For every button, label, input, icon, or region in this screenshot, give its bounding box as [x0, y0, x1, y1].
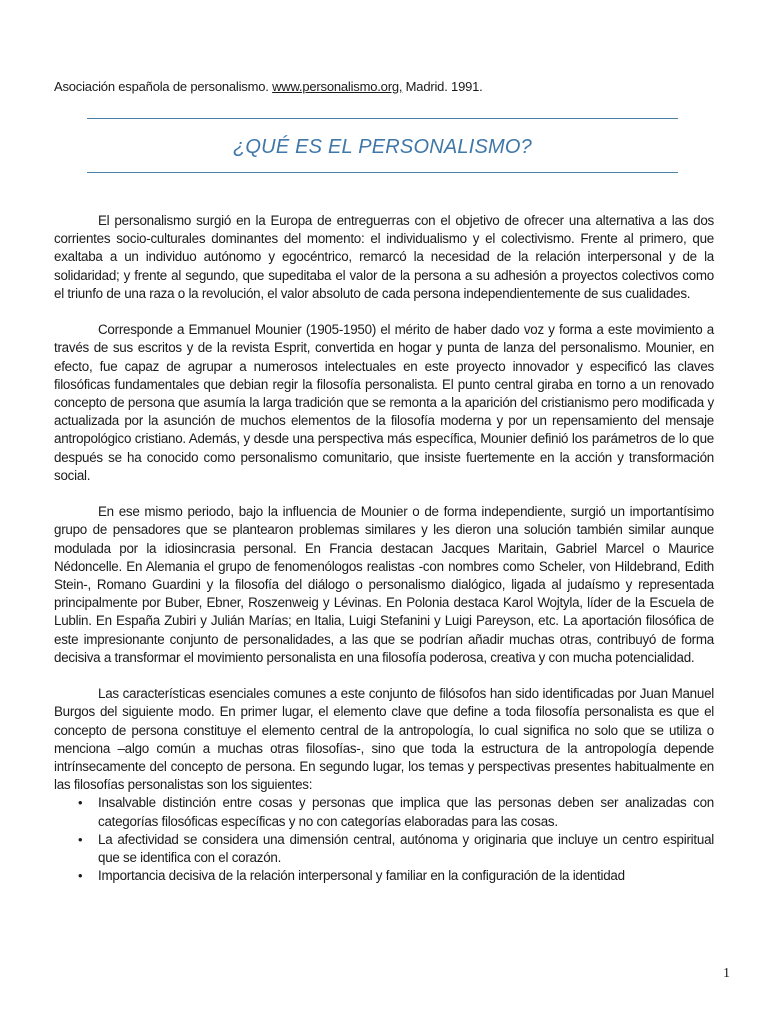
list-item-text: Insalvable distinción entre cosas y personas que implica que las personas deben ser analizadas con categorías filosóficas específicas y no con categorías elaboradas para las cosas.	[98, 795, 714, 829]
paragraph-2: Corresponde a Emmanuel Mounier (1905-1950) el mérito de haber dado voz y forma a este movimiento a través de sus escritos y de la revista Esprit, convertida en hogar y punta de lanza del personalismo. Mounier, en efecto, fue capaz de agrupar a numerosos intelectuales en este proyecto innovador y especificó las claves filosóficas fundamentales que debian regir la filosofía personalista. El punto central giraba en torno a un renovado concepto de persona que asumía la larga tradición que se remonta a la aparición del cristianismo pero modificada y actualizada por la asunción de muchos elementos de la filosofía moderna y por un repensamiento del mensaje antropológico cristiano. Además, y desde una perspectiva más específica, Mounier definió los parámetros de lo que después se ha conocido como personalismo comunitario, que insiste fuertemente en la acción y transformación social.	[54, 322, 714, 483]
citation-prefix: Asociación española de personalismo.	[54, 79, 273, 94]
bullet-icon: •	[78, 831, 83, 847]
list-item	[54, 794, 714, 830]
title-rule-bottom	[87, 172, 678, 173]
paragraph-1: El personalismo surgió en la Europa de entreguerras con el objetivo de ofrecer una alternativa a las dos corrientes socio-culturales dominantes del momento: el individualismo y el colectivismo. Frente al primero, que exaltaba a un individuo autónomo y egocéntrico, remarcó la necesidad de la relación interpersonal y de la solidaridad; y frente al segundo, que supeditaba el valor de la persona a su adhesión a proyectos colectivos como el triunfo de una raza o la revolución, el valor absoluto de cada persona independientemente de sus cualidades.	[54, 213, 714, 301]
list-item	[54, 867, 714, 885]
source-citation	[54, 78, 714, 96]
paragraph-4: Las características esenciales comunes a este conjunto de filósofos han sido identificadas por Juan Manuel Burgos del siguiente modo. En primer lugar, el elemento clave que define a toda filosofía personalista es que el concepto de persona constituye el elemento central de la antropología, lo cual significa no solo que se utiliza o menciona –algo común a muchas otras filosofías-, sino que toda la estructura de la antropología depende intrínsecamente del concepto de persona. En segundo lugar, los temas y perspectivas presentes habitualmente en las filosofías personalistas son los siguientes:	[54, 686, 714, 793]
list-item-text: La afectividad se considera una dimensión central, autónoma y originaria que incluye un centro espiritual que se identifica con el corazón.	[98, 831, 714, 866]
bullet-icon: •	[78, 795, 83, 811]
citation-suffix: Madrid. 1991.	[402, 79, 483, 94]
title-rule-top	[87, 118, 678, 119]
page-number: 1	[723, 966, 730, 981]
bullet-icon: •	[78, 868, 83, 884]
document-body	[54, 212, 714, 885]
characteristics-list	[54, 794, 714, 885]
document-title: ¿QUÉ ES EL PERSONALISMO?	[233, 136, 532, 158]
list-item-text: Importancia decisiva de la relación interpersonal y familiar en la configuración de la identidad	[98, 868, 625, 884]
list-item	[54, 831, 714, 867]
paragraph-3: En ese mismo periodo, bajo la influencia de Mounier o de forma independiente, surgió un importantísimo grupo de pensadores que se plantearon problemas similares y les dieron una solución también similar aunque modulada por la idiosincrasia personal. En Francia destacan Jacques Maritain, Gabriel Marcel o Maurice Nédoncelle. En Alemania el grupo de fenomenólogos realistas -con nombres como Scheler, von Hildebrand, Edith Stein-, Romano Guardini y la filosofía del diálogo o personalismo dialógico, ligada al judaísmo y representada principalmente por Buber, Ebner, Roszenweig y Lévinas. En Polonia destaca Karol Wojtyla, líder de la Escuela de Lublin. En España Zubiri y Julián Marías; en Italia, Luigi Stefanini y Luigi Pareyson, etc. La aportación filosófica de este impresionante conjunto de personalidades, a las que se podrían añadir muchas otras, contribuyó de forma decisiva a transformar el movimiento personalista en una filosofía poderosa, creativa y con mucha potencialidad.	[54, 504, 714, 665]
citation-link[interactable]: www.personalismo.org,	[272, 79, 403, 94]
